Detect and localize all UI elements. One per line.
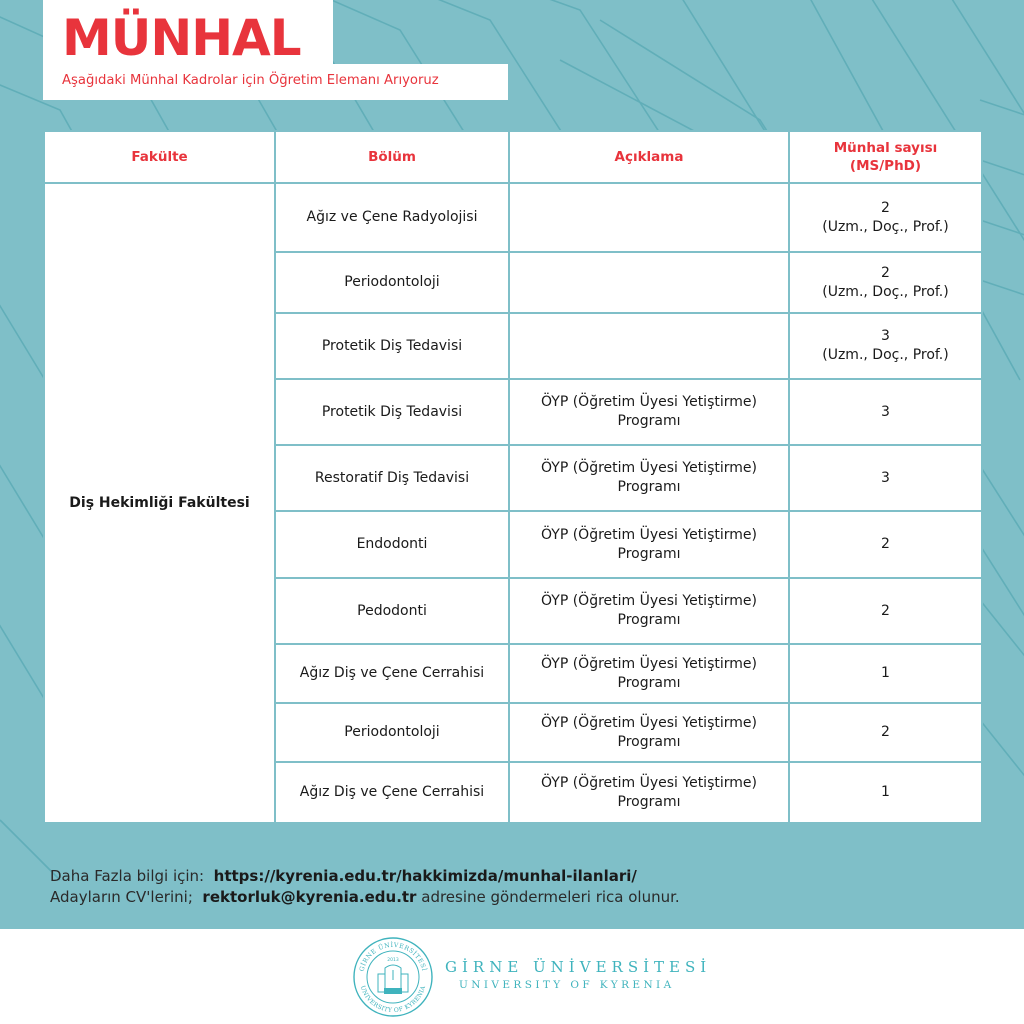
header-count-line2: (MS/PhD) (849, 158, 922, 174)
description-line1: ÖYP (Öğretim Üyesi Yetiştirme) (541, 526, 757, 543)
count-cell: 1 (789, 762, 982, 823)
header-count-line1: Münhal sayısı (833, 140, 938, 156)
description-line1: ÖYP (Öğretim Üyesi Yetiştirme) (541, 774, 757, 791)
count-cell (789, 183, 982, 252)
description-cell (509, 445, 789, 511)
description-line2: Programı (617, 612, 681, 628)
count-cell: 2 (789, 703, 982, 762)
description-line2: Programı (617, 674, 681, 691)
description-line2: Programı (617, 545, 681, 562)
university-seal-icon (352, 936, 434, 1018)
department-cell: Protetik Diş Tedavisi (275, 379, 509, 445)
description-cell (509, 703, 789, 762)
logo-band (0, 929, 1024, 1024)
page-subtitle: Aşağıdaki Münhal Kadrolar için Öğretim Elemanı Arıyoruz (62, 73, 439, 88)
description-cell (509, 379, 789, 445)
description-line1: ÖYP (Öğretim Üyesi Yetiştirme) (541, 714, 757, 731)
description-cell (509, 644, 789, 703)
department-cell: Ağız ve Çene Radyolojisi (275, 183, 509, 252)
department-cell: Ağız Diş ve Çene Cerrahisi (275, 644, 509, 703)
count-cell: 3 (789, 445, 982, 511)
description-cell (509, 252, 789, 313)
description-cell (509, 313, 789, 379)
count-cell: 1 (789, 644, 982, 703)
cv-email-link[interactable]: rektorluk@kyrenia.edu.tr (202, 888, 417, 906)
count-note: (Uzm., Doç., Prof.) (822, 283, 949, 300)
seal-top-text: GİRNE ÜNİVERSİTESİ (358, 941, 428, 973)
description-line1: ÖYP (Öğretim Üyesi Yetiştirme) (541, 593, 757, 609)
description-line1: ÖYP (Öğretim Üyesi Yetiştirme) (541, 460, 757, 476)
department-cell: Endodonti (275, 511, 509, 578)
department-cell: Protetik Diş Tedavisi (275, 313, 509, 379)
cv-suffix: adresine göndermeleri rica olunur. (421, 888, 680, 906)
more-info-link[interactable]: https://kyrenia.edu.tr/hakkimizda/munhal-ilanlari/ (213, 867, 637, 885)
table-body (44, 183, 982, 823)
description-line2: Programı (617, 479, 681, 495)
department-cell: Periodontoloji (275, 252, 509, 313)
description-line2: Programı (617, 733, 681, 750)
count-note: (Uzm., Doç., Prof.) (822, 218, 949, 235)
description-line1: ÖYP (Öğretim Üyesi Yetiştirme) (541, 655, 757, 672)
university-name-en: UNIVERSITY OF KYRENIA (459, 979, 675, 991)
university-name-tr: GİRNE ÜNİVERSİTESİ (445, 958, 712, 976)
table-header-row (44, 131, 982, 183)
count-cell: 2 (789, 578, 982, 644)
description-line2: Programı (617, 793, 681, 810)
header-faculty: Fakülte (44, 131, 275, 183)
header-description: Açıklama (509, 131, 789, 183)
description-cell (509, 578, 789, 644)
more-info-label: Daha Fazla bilgi için: (50, 867, 205, 885)
description-cell (509, 762, 789, 823)
description-cell (509, 511, 789, 578)
count-value: 3 (881, 328, 890, 344)
count-note: (Uzm., Doç., Prof.) (822, 347, 949, 363)
count-value: 2 (881, 264, 890, 281)
count-cell (789, 252, 982, 313)
vacancy-table (43, 130, 983, 824)
page-title: MÜNHAL (62, 9, 301, 67)
department-cell: Ağız Diş ve Çene Cerrahisi (275, 762, 509, 823)
department-cell: Periodontoloji (275, 703, 509, 762)
table-row (44, 183, 982, 252)
header-department: Bölüm (275, 131, 509, 183)
faculty-cell: Diş Hekimliği Fakültesi (44, 183, 275, 823)
seal-year: 2013 (387, 958, 399, 963)
description-cell (509, 183, 789, 252)
description-line2: Programı (617, 413, 681, 429)
description-line1: ÖYP (Öğretim Üyesi Yetiştirme) (541, 394, 757, 410)
count-cell (789, 313, 982, 379)
cv-line (50, 887, 680, 908)
more-info-line (50, 866, 680, 887)
count-value: 2 (881, 199, 890, 216)
department-cell: Pedodonti (275, 578, 509, 644)
count-cell: 2 (789, 511, 982, 578)
contact-info (50, 866, 680, 908)
seal-bottom-text: UNIVERSITY OF KYRENIA (358, 984, 428, 1015)
department-cell: Restoratif Diş Tedavisi (275, 445, 509, 511)
header-count (789, 131, 982, 183)
cv-label: Adayların CV'lerini; (50, 888, 193, 906)
count-cell: 3 (789, 379, 982, 445)
